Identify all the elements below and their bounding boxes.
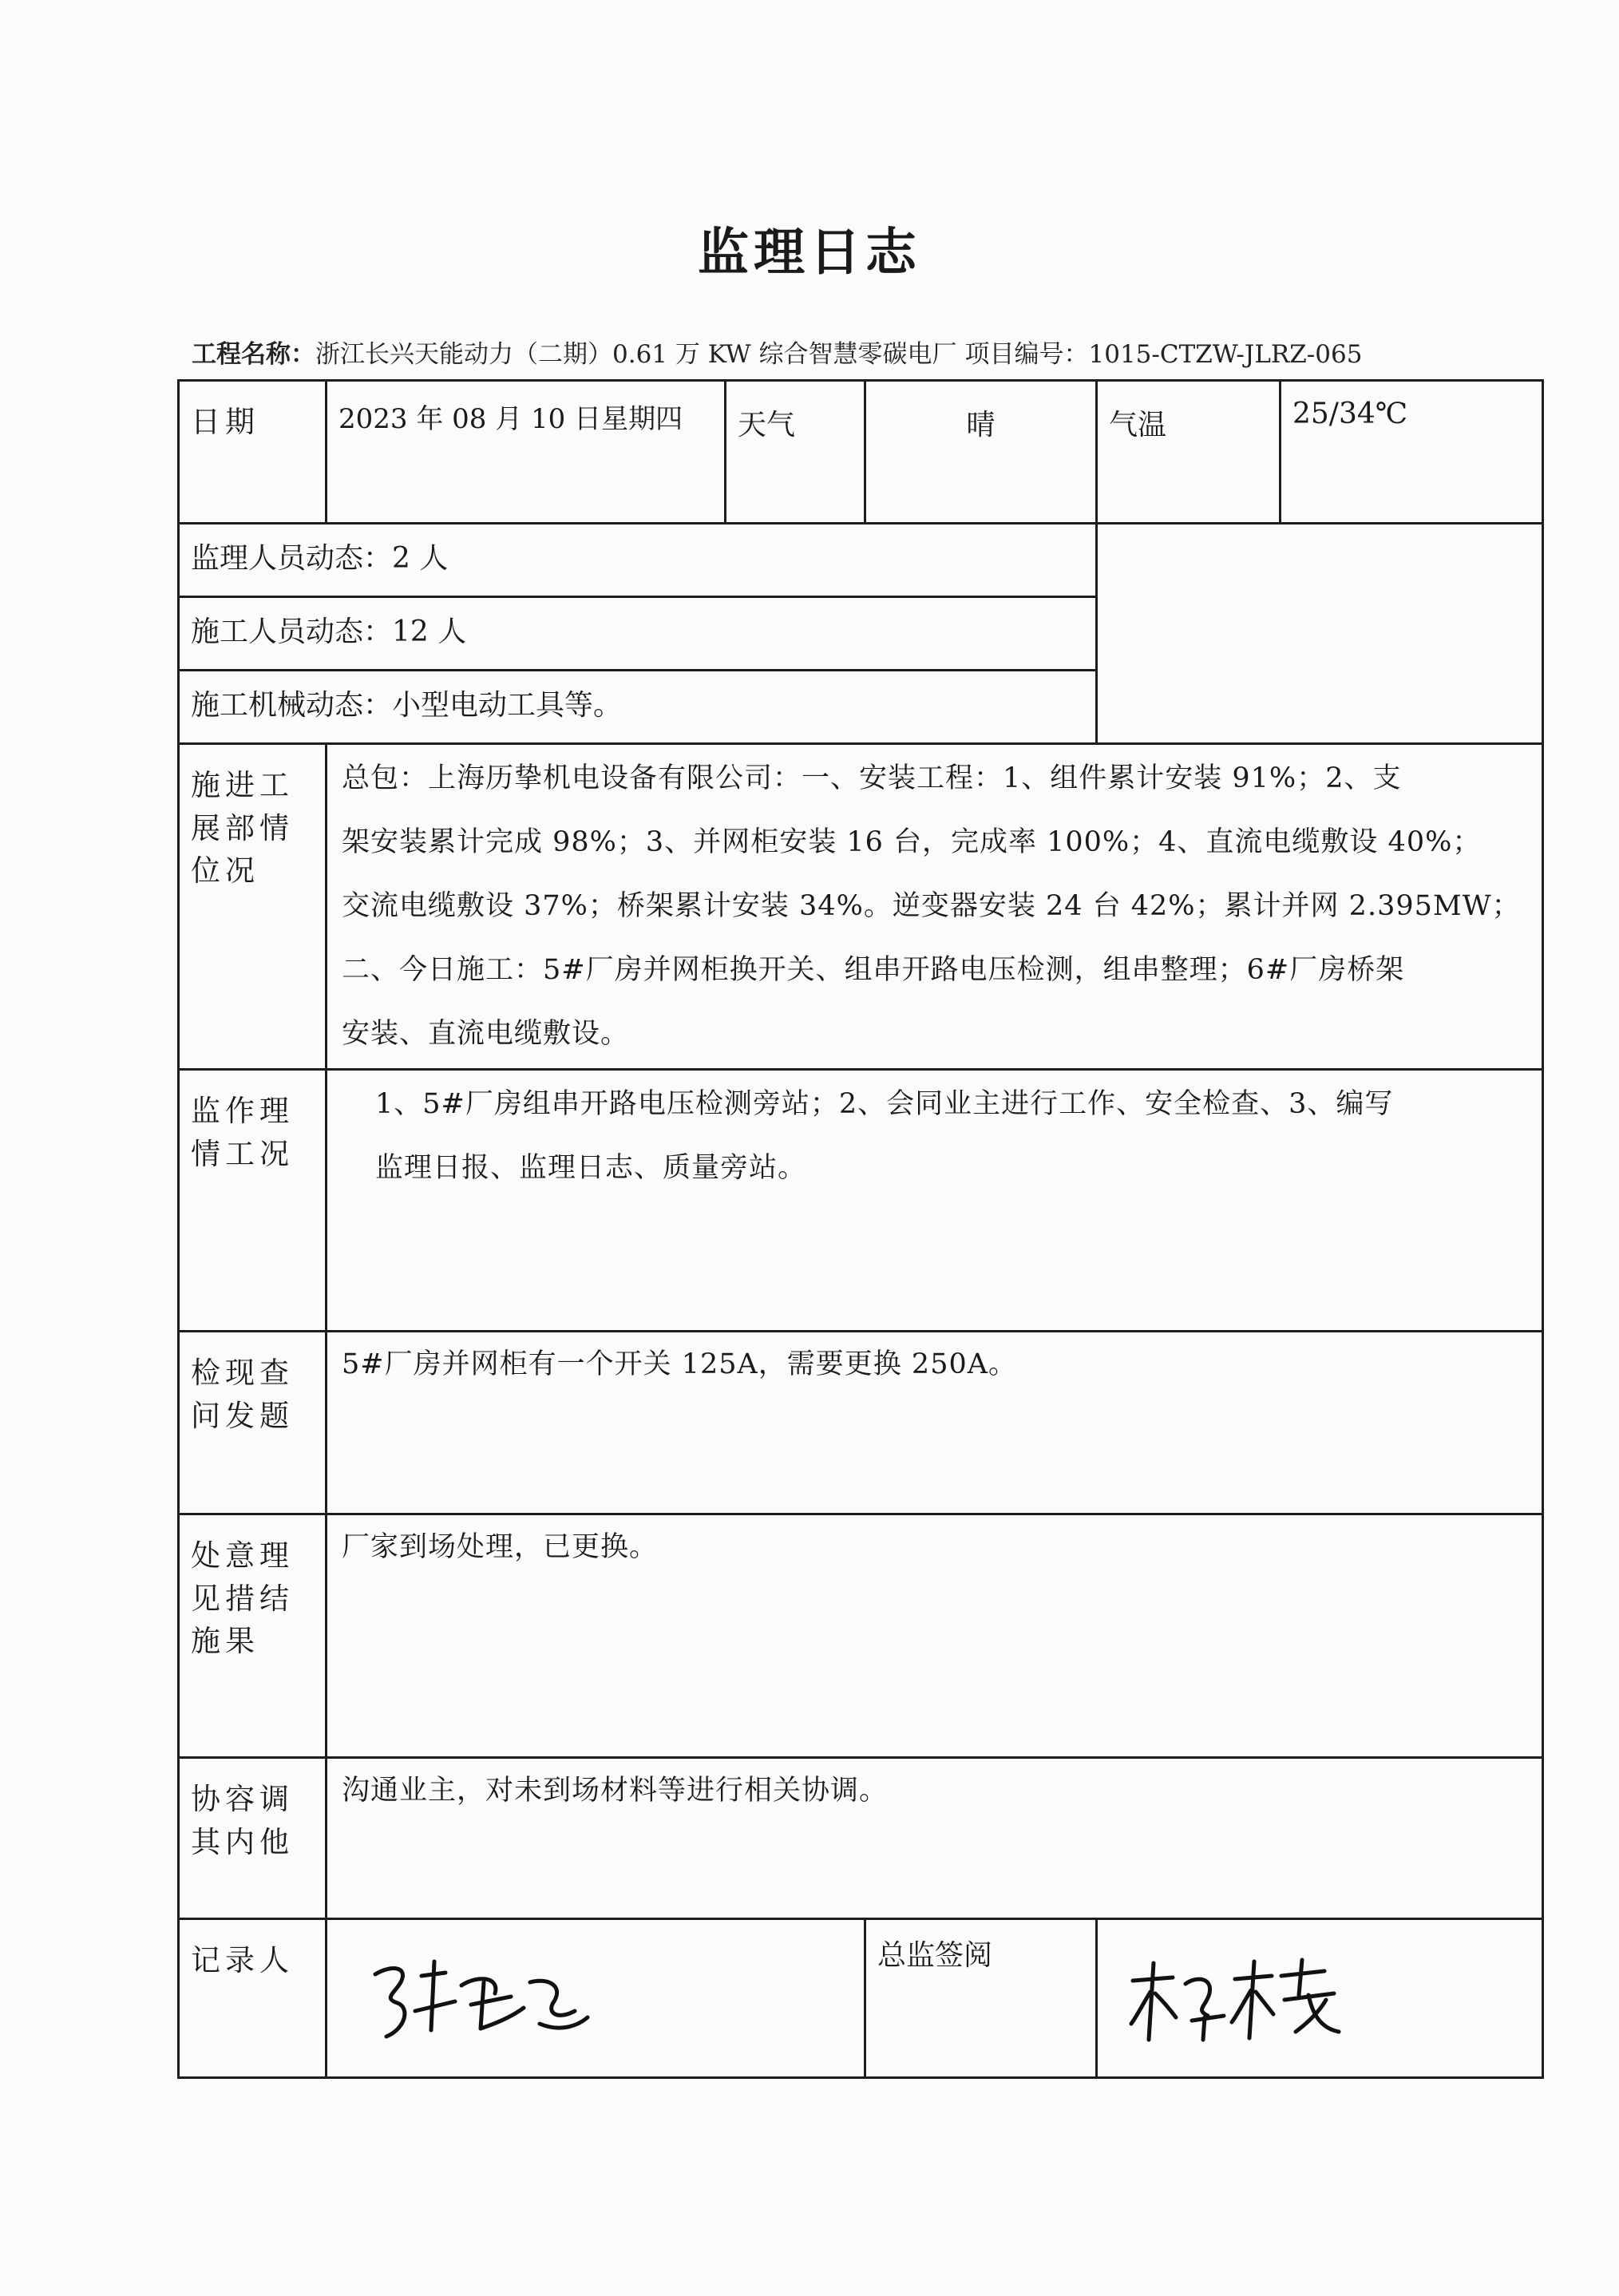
progress-line: 总包：上海历挚机电设备有限公司：一、安装工程：1、组件累计安装 91%；2、支 <box>342 762 1402 794</box>
supervision-row <box>179 1070 1543 1332</box>
supervision-log-table <box>177 379 1544 2079</box>
recorder-label: 记录人 <box>191 1943 294 1977</box>
date-label: 日期 <box>191 405 259 439</box>
coordination-content-cell <box>327 1758 1543 1919</box>
issues-row <box>179 1332 1543 1514</box>
header-row <box>179 381 1543 524</box>
issues-text: 5#厂房并网柜有一个开关 125A，需要更换 250A。 <box>342 1348 1018 1380</box>
handling-text: 厂家到场处理，已更换。 <box>342 1531 659 1563</box>
page-title: 监理日志 <box>698 223 921 283</box>
project-code-label: 项目编号： <box>964 340 1089 369</box>
project-code: 1015-CTZW-JLRZ-065 <box>1088 340 1363 369</box>
chief-label: 总监签阅 <box>877 1939 993 1972</box>
progress-content <box>327 745 1542 1066</box>
handling-content-cell <box>327 1514 1543 1758</box>
weather-label-cell <box>726 381 865 524</box>
supervision-line: 1、5#厂房组串开路电压检测旁站；2、会同业主进行工作、安全检查、3、编写 <box>375 1088 1394 1120</box>
date-value: 2023 年 08 月 10 日星期四 <box>338 403 683 435</box>
coordination-text: 沟通业主，对未到场材料等进行相关协调。 <box>342 1775 889 1807</box>
supervisor-staff-cell <box>179 524 1097 597</box>
handling-label: 处意理见措结施果 <box>191 1538 294 1659</box>
handling-label-cell <box>179 1514 327 1758</box>
supervisor-staff-text: 监理人员动态：2 人 <box>191 542 449 575</box>
construction-staff-cell <box>179 597 1097 671</box>
coordination-row <box>179 1758 1543 1919</box>
recorder-label-cell <box>179 1919 327 2078</box>
progress-line: 安装、直流电缆敷设。 <box>342 1018 630 1050</box>
progress-line: 二、今日施工：5#厂房并网柜换开关、组串开路电压检测，组串整理；6#厂房桥架 <box>342 954 1405 986</box>
progress-label: 施进工展部情位况 <box>191 768 294 889</box>
machinery-text: 施工机械动态：小型电动工具等。 <box>191 689 623 722</box>
issues-label-cell <box>179 1332 327 1514</box>
date-label-cell <box>179 381 327 524</box>
weather-label: 天气 <box>738 409 796 441</box>
supervision-label: 监作理情工况 <box>191 1094 294 1171</box>
progress-line: 交流电缆敷设 37%；桥架累计安装 34%。逆变器安装 24 台 42%；累计并网 2.395MW； <box>342 890 1521 922</box>
date-value-cell <box>327 381 726 524</box>
construction-staff-text: 施工人员动态：12 人 <box>191 616 467 648</box>
recorder-signature <box>359 1934 599 2054</box>
chief-label-cell <box>865 1919 1097 2078</box>
supervisor-staff-row <box>179 524 1543 597</box>
progress-row <box>179 744 1543 1070</box>
temp-value-cell <box>1281 381 1543 524</box>
supervision-label-cell <box>179 1070 327 1332</box>
supervision-content <box>327 1071 1542 1200</box>
chief-signature-cell <box>1097 1919 1543 2078</box>
staff-blank-cell <box>1097 524 1543 744</box>
supervision-line: 监理日报、监理日志、质量旁站。 <box>375 1152 807 1184</box>
issues-label: 检现查问发题 <box>191 1356 294 1433</box>
progress-label-cell <box>179 744 327 1070</box>
issues-content-cell <box>327 1332 1543 1514</box>
temp-value: 25/34℃ <box>1292 398 1408 430</box>
project-name-label: 工程名称： <box>192 340 315 369</box>
project-name: 浙江长兴天能动力（二期）0.61 万 KW 综合智慧零碳电厂 <box>315 340 957 369</box>
handling-row <box>179 1514 1543 1758</box>
project-info <box>192 334 1565 370</box>
temp-label-cell <box>1097 381 1281 524</box>
signature-row <box>179 1919 1543 2078</box>
chief-signature <box>1125 1944 1364 2064</box>
weather-value-cell <box>865 381 1097 524</box>
coordination-label: 协容调其内他 <box>191 1782 294 1859</box>
recorder-signature-cell <box>327 1919 865 2078</box>
temp-label: 气温 <box>1109 409 1167 441</box>
coordination-label-cell <box>179 1758 327 1919</box>
supervision-content-cell <box>327 1070 1543 1332</box>
progress-line: 架安装累计完成 98%；3、并网柜安装 16 台，完成率 100%；4、直流电缆敷设 40%； <box>342 826 1482 858</box>
weather-value: 晴 <box>966 409 996 441</box>
machinery-cell <box>179 671 1097 744</box>
progress-content-cell <box>327 744 1543 1070</box>
